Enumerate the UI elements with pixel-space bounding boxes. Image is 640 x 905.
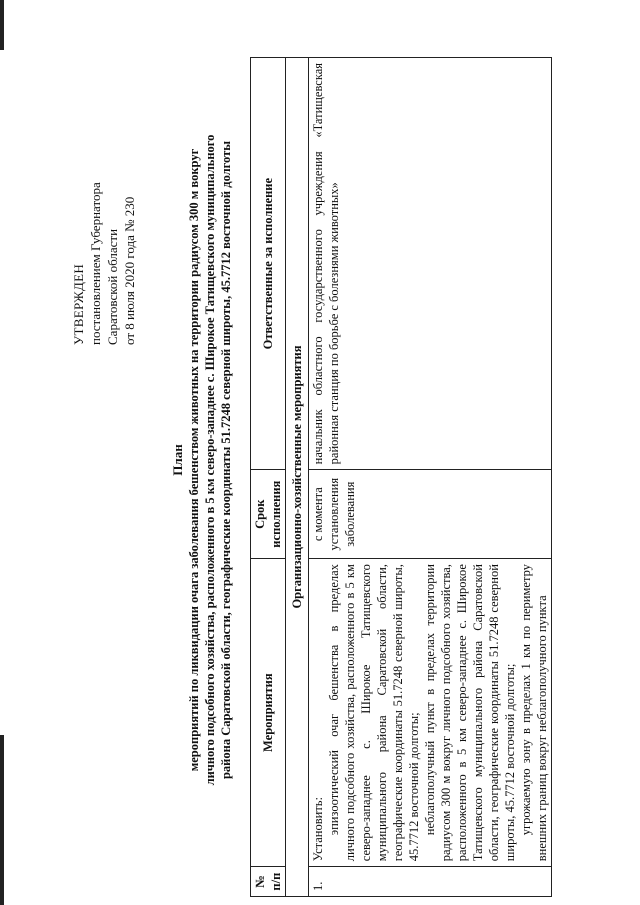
row-term: с момента установления заболевания [309,470,552,559]
row-actions [309,559,552,867]
approval-line-3: от 8 июля 2020 года № 230 [122,196,137,345]
title-line-2: личного подсобного хозяйства, расположенного в 5 км северо-западнее с. Широкое Татищевского муниципального [203,134,217,786]
title-line-1: мероприятий по ликвидации очага заболевания бешенством животных на территории радиусом 300 м вокруг [187,148,201,772]
approval-line-2: Саратовской области [105,228,120,345]
row-number: 1. [309,867,552,897]
header-actions: Мероприятия [251,559,286,867]
section-title: Организационно-хозяйственные мероприятия [286,58,309,897]
row-responsible: начальник областного государственного учреждения «Татищевская районная станция по борьбе с болезнями животных» [309,58,552,470]
header-number: № п/п [251,867,286,897]
table-row [309,58,552,897]
document-title [170,65,234,855]
approval-stamp [70,182,138,345]
approval-line-1: постановлением Губернатора [88,182,103,345]
action-paragraph-2: неблагополучный пункт в пределах территории радиусом 300 м вокруг личного подсобного хозяйства, расположенного в 5 км северо-западнее с. Широкое Татищевского муниципального района Саратовской области, географические координаты 51.7248 северной широты, 45.7712 восточной долготы; [423,564,517,862]
table-header-row [251,58,286,897]
approval-heading: УТВЕРЖДЕН [71,263,86,345]
measures-table [250,57,552,897]
action-intro: Установить: [311,797,325,862]
title-line-3: района Саратовской области, географические координаты 51.7248 северной широты, 45.7712 восточной долготы [219,140,233,780]
measures-table-wrap [250,57,552,897]
action-paragraph-3: угрожаемую зону в пределах 1 км по периметру внешних границ вокруг неблагополучного пункта [519,564,549,862]
section-row [286,58,309,897]
header-responsible: Ответственные за исполнение [251,58,286,470]
action-paragraph-1: эпизоотический очаг бешенства в пределах личного подсобного хозяйства, расположенного в 5 км северо-западнее с. Широкое Татищевского муниципального района Саратовской области, географические координаты 51.7248 северной широты, 45.7712 восточной долготы; [327,564,421,862]
header-term: Срок исполнения [251,470,286,559]
title-plan: План [170,444,185,476]
